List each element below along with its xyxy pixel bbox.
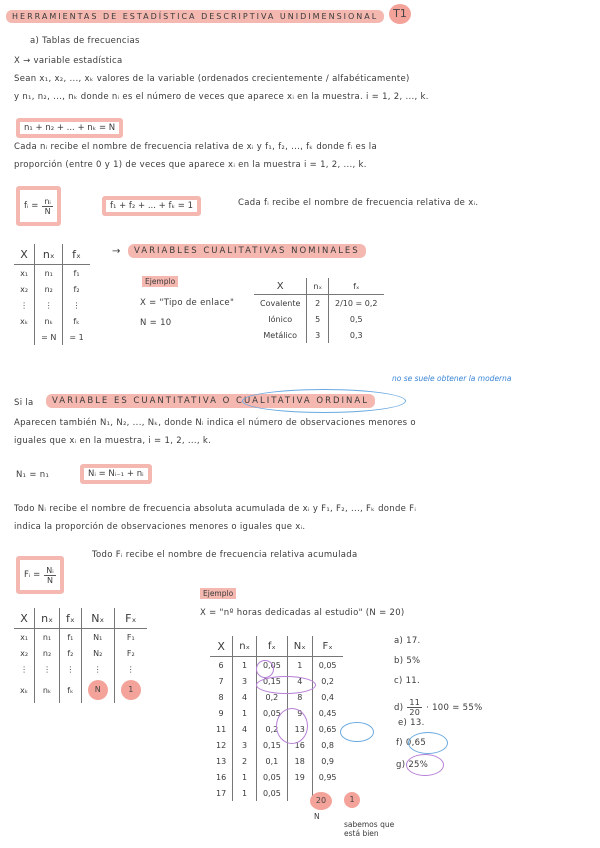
table-row: [210, 769, 343, 785]
text-line: proporción (entre 0 y 1) de veces que aparece xᵢ en la muestra i = 1, 2, ..., k.: [14, 160, 367, 170]
table-row: [14, 297, 90, 313]
cell: 1: [233, 657, 257, 674]
cell: 6: [218, 660, 224, 670]
cell: 1: [233, 705, 257, 721]
cell: Metálico: [263, 330, 297, 340]
cell: nₖ: [35, 677, 60, 703]
cell: 0,05: [256, 657, 287, 674]
sum-formula: n₁ + n₂ + ... + nₖ = N: [16, 118, 123, 138]
cell: 0,2: [312, 673, 342, 689]
example-variable: X = "Tipo de enlace": [140, 298, 235, 308]
table-row: [14, 313, 90, 329]
col-header: Fₓ: [114, 608, 147, 629]
cell: [287, 785, 312, 801]
cell: fₖ: [60, 677, 82, 703]
col-header: X: [14, 244, 35, 265]
cell: = N: [35, 329, 63, 345]
cell: 1: [287, 657, 312, 674]
example-heading: Ejemplo: [200, 588, 236, 599]
cell: n₁: [35, 629, 60, 646]
cell: ⋮: [35, 297, 63, 313]
table-row: [14, 677, 147, 703]
cell: ⋮: [20, 300, 29, 310]
text-line: Todo Nᵢ recibe el nombre de frecuencia absoluta acumulada de xᵢ y F₁, F₂, ..., Fₖ donde Fᵢ: [14, 504, 417, 514]
Fi-note: Todo Fᵢ recibe el nombre de frecuencia relativa acumulada: [92, 550, 358, 560]
text-line: Sean x₁, x₂, ..., xₖ valores de la variable (ordenados crecientemente / alfabéticamente): [14, 74, 410, 84]
text-line: Cada nᵢ recibe el nombre de frecuencia relativa de xᵢ y f₁, f₂, ..., fₖ donde fᵢ es la: [14, 142, 377, 152]
ordinal-ring: [242, 389, 406, 413]
cell: 2: [307, 295, 329, 312]
cell: 17: [216, 788, 227, 798]
cell: 0,9: [312, 753, 342, 769]
cell: ⋮: [20, 664, 29, 674]
topic-badge: T1: [389, 4, 411, 24]
cell: F₁: [114, 629, 147, 646]
col-header: X: [254, 278, 307, 295]
highlight-ring: [256, 660, 274, 678]
answer-d-label: d): [394, 702, 404, 713]
cell: [14, 329, 35, 345]
table-row: [210, 657, 343, 674]
cell: f₁: [63, 265, 90, 282]
table-row: [14, 281, 90, 297]
cell: 0,2: [256, 689, 287, 705]
cell: x₁: [20, 268, 29, 278]
cell: 0,65: [312, 721, 342, 737]
cell: 0,8: [312, 737, 342, 753]
Fi-left: Fᵢ =: [24, 570, 41, 580]
answer-ring: [406, 754, 444, 776]
cell: 0,5: [329, 311, 384, 327]
cell: 0,2: [256, 721, 287, 737]
cell: 3: [307, 327, 329, 343]
fi-note: Cada fᵢ recibe el nombre de frecuencia relativa de xᵢ.: [238, 198, 479, 208]
cell: 13: [287, 721, 312, 737]
cell: 16: [216, 772, 227, 782]
col-header: Nₓ: [81, 608, 114, 629]
col-header: fₓ: [329, 278, 384, 295]
answer-d-num: 11: [409, 698, 421, 707]
highlight-ring: [276, 708, 308, 744]
answer-d-tail: · 100 = 55%: [426, 702, 483, 713]
text-line: y n₁, n₂, ..., nₖ donde nᵢ es el número de veces que aparece xᵢ en la muestra. i = 1, 2, ..., k.: [14, 92, 429, 102]
col-header: nₓ: [307, 278, 329, 295]
Fi-numerator: Nᵢ: [46, 565, 54, 575]
cell: 5: [307, 311, 329, 327]
cell: 8: [218, 692, 224, 702]
cell: 12: [216, 740, 227, 750]
answer-d: [394, 698, 482, 717]
total-N-circle: N: [88, 680, 108, 700]
table-row: [210, 753, 343, 769]
totals-row: [14, 329, 90, 345]
margin-note: no se suele obtener la moderna: [392, 374, 512, 383]
table-row: [254, 327, 384, 343]
Fi-denominator: N: [46, 575, 53, 585]
cell: 0,05: [256, 705, 287, 721]
table-row: [14, 645, 147, 661]
fi-denominator: N: [44, 206, 51, 216]
cell: [114, 677, 147, 703]
cell: xₖ: [20, 685, 29, 695]
cell: ⋮: [81, 661, 114, 677]
arrow-right-icon: →: [112, 246, 121, 257]
cell: 0,1: [256, 753, 287, 769]
n-mark: N: [314, 812, 320, 821]
cell: 2/10 = 0,2: [329, 295, 384, 312]
cell: 0,05: [256, 785, 287, 801]
cell: 4: [233, 689, 257, 705]
col-header: nₓ: [233, 636, 257, 657]
answer: a) 17.: [394, 636, 421, 646]
total-F-circle: 1: [121, 680, 141, 700]
cell: 0,4: [312, 689, 342, 705]
fi-left: fᵢ =: [24, 201, 39, 211]
cell: 2: [233, 753, 257, 769]
table-row: [254, 295, 384, 312]
cell: x₁: [20, 632, 29, 642]
Fi-fraction: [44, 566, 55, 585]
cell: = 1: [63, 329, 90, 345]
table-row: [210, 737, 343, 753]
col-header: fₓ: [60, 608, 82, 629]
cell: 4: [233, 721, 257, 737]
cell: 9: [287, 705, 312, 721]
answer-d-den: 20: [409, 708, 421, 717]
example1-table: [254, 278, 384, 343]
cell: ⋮: [35, 661, 60, 677]
answer-ring: [408, 732, 448, 754]
example-variable: X = "nº horas dedicadas al estudio" (N = 20): [200, 608, 405, 618]
cell: 0,05: [256, 769, 287, 785]
cell: 0,15: [256, 673, 287, 689]
answer-d-fraction: [407, 698, 422, 717]
nominal-label: VARIABLES CUALITATIVAS NOMINALES: [128, 244, 366, 258]
table-row: [254, 311, 384, 327]
cell: 13: [216, 756, 227, 766]
cell: 18: [287, 753, 312, 769]
cell: n₁: [35, 265, 63, 282]
answer: g) 25%: [396, 760, 429, 770]
cell: 3: [233, 673, 257, 689]
Fi-formula: [16, 556, 64, 594]
col-header: Nₓ: [287, 636, 312, 657]
cell: F₂: [114, 645, 147, 661]
cell: 4: [287, 673, 312, 689]
cell: 0,3: [329, 327, 384, 343]
cell: ⋮: [60, 661, 82, 677]
cumulative-table: [14, 608, 147, 703]
cell: Iónico: [268, 314, 293, 324]
text-line: iguales que xᵢ en la muestra, i = 1, 2, ..., k.: [14, 436, 212, 446]
cell: xₖ: [20, 316, 29, 326]
cell: x₂: [20, 648, 29, 658]
total-F-circle: 1: [344, 792, 360, 808]
cell: 0,95: [312, 769, 342, 785]
cell: 0,15: [256, 737, 287, 753]
col-header: fₓ: [63, 244, 90, 265]
answer: b) 5%: [394, 656, 421, 666]
answer: e) 13.: [398, 718, 425, 728]
cell: ⋮: [114, 661, 147, 677]
fi-numerator: nᵢ: [44, 196, 51, 206]
example-heading: Ejemplo: [142, 276, 178, 287]
cell: ⋮: [63, 297, 90, 313]
quant-label: VARIABLE ES CUANTITATIVA O CUALITATIVA ORDINAL: [46, 394, 375, 408]
fi-fraction: [42, 197, 53, 216]
cell: nₖ: [35, 313, 63, 329]
cell: 16: [287, 737, 312, 753]
col-header: nₓ: [35, 608, 60, 629]
cell: 0,45: [312, 705, 342, 721]
table-row: [14, 629, 147, 646]
cell: x₂: [20, 284, 29, 294]
ni-formula: Nᵢ = Nᵢ₋₁ + nᵢ: [80, 464, 152, 484]
cell: N₁: [81, 629, 114, 646]
col-header: fₓ: [256, 636, 287, 657]
frequency-table: [14, 244, 90, 345]
sum-f-formula: f₁ + f₂ + ... + fₖ = 1: [102, 196, 201, 216]
highlight-ring: [256, 676, 316, 694]
answer: c) 11.: [394, 676, 421, 686]
cell: [81, 677, 114, 703]
col-header: X: [14, 608, 35, 629]
text-line: indica la proporción de observaciones menores o iguales que xᵢ.: [14, 522, 306, 532]
cell: 1: [233, 769, 257, 785]
cell: 3: [233, 737, 257, 753]
table-row: [14, 661, 147, 677]
cell: 19: [287, 769, 312, 785]
answer: f) 0,65: [396, 738, 427, 748]
fi-formula: [16, 186, 61, 226]
col-header: nₓ: [35, 244, 63, 265]
section-heading: a) Tablas de frecuencias: [30, 36, 140, 46]
cell: 9: [218, 708, 224, 718]
cell: 0,05: [312, 657, 342, 674]
cell: 11: [216, 724, 227, 734]
cell: N₂: [81, 645, 114, 661]
cell: 7: [218, 676, 224, 686]
cell: 1: [233, 785, 257, 801]
col-header: X: [210, 636, 233, 657]
n1-formula: N₁ = n₁: [16, 470, 50, 480]
bottom-note: sabemos que está bien: [344, 820, 395, 838]
col-header: Fₓ: [312, 636, 342, 657]
page-title: HERRAMIENTAS DE ESTADÍSTICA DESCRIPTIVA UNIDIMENSIONAL: [6, 10, 384, 23]
cell: Covalente: [260, 298, 301, 308]
highlight-ring: [340, 722, 374, 742]
cell: f₂: [60, 645, 82, 661]
text-line: X → variable estadística: [14, 56, 123, 66]
cell: fₖ: [63, 313, 90, 329]
cell: n₂: [35, 645, 60, 661]
total-n-circle: 20: [310, 792, 332, 810]
text-line: Aparecen también N₁, N₂, ..., Nₖ, donde Nᵢ indica el número de observaciones menores o: [14, 418, 416, 428]
cell: f₁: [60, 629, 82, 646]
table-row: [14, 265, 90, 282]
cell: n₂: [35, 281, 63, 297]
quant-prefix: Si la: [14, 398, 34, 408]
cell: 8: [287, 689, 312, 705]
example-n: N = 10: [140, 318, 172, 328]
cell: f₂: [63, 281, 90, 297]
